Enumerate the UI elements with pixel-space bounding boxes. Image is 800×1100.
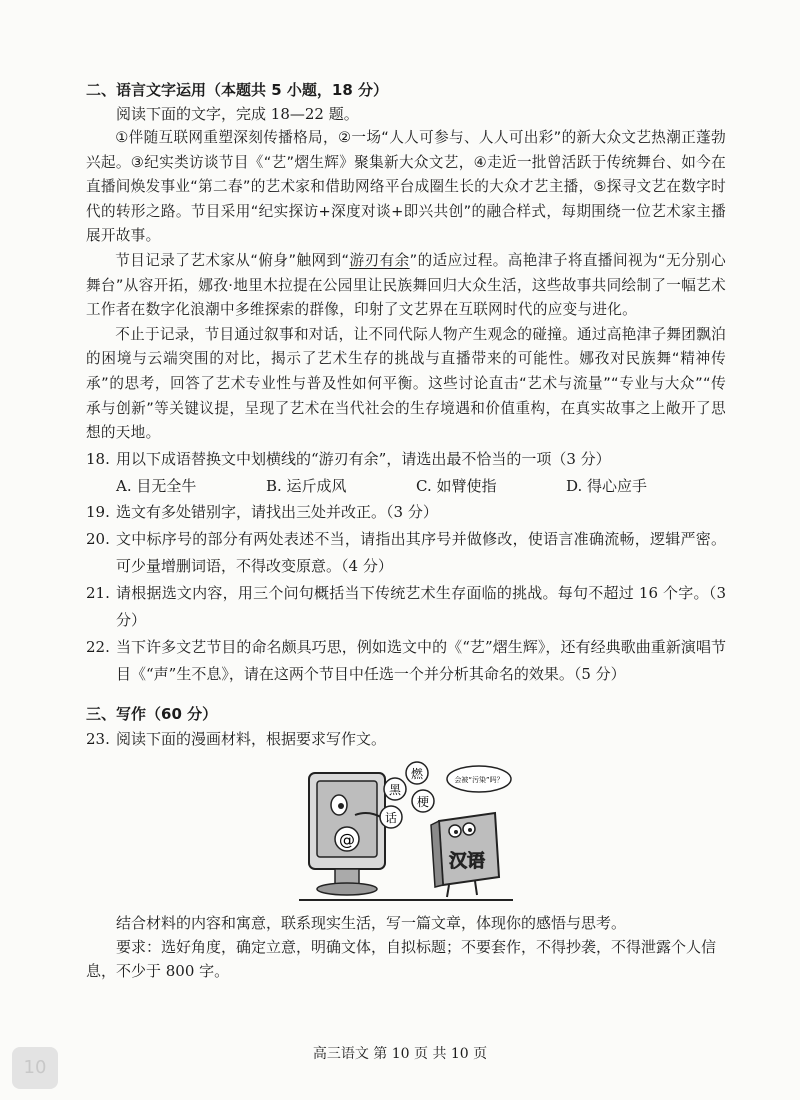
question-text: 阅读下面的漫画材料，根据要求写作文。 (116, 729, 387, 748)
passage-paragraph-3: 不止于记录，节目通过叙事和对话，让不同代际人物产生观念的碰撞。通过高艳津子舞团飘泊的困境与云端突围的对比，揭示了艺术生存的挑战与直播带来的可能性。娜孜对民族舞“精神传承”的思考，回答了艺术专业性与普及性如何平衡。这些讨论直击“艺术与流量”“专业与大众”“传承与创新”等关键议提，呈现了艺术在当代社会的生存境遇和价值重构，在真实故事之上敞开了思想的天地。 (86, 325, 726, 442)
question-number: 22. (86, 637, 110, 656)
question-18-options (86, 473, 726, 499)
comic-container (86, 759, 726, 901)
section-2-heading: 二、语言文字运用（本题共 5 小题，18 分） (86, 81, 388, 99)
at-symbol: @ (339, 829, 355, 849)
underlined-idiom: 游刃有余 (349, 251, 410, 269)
question-number: 21. (86, 583, 110, 602)
page-footer: 高三语文 第 10 页 共 10 页 (312, 1046, 488, 1062)
question-18 (86, 446, 726, 473)
bubble-geng: 梗 (416, 794, 430, 809)
question-23 (86, 726, 726, 753)
page-content (86, 78, 726, 983)
book-character (431, 813, 499, 897)
option-a: A. 目无全牛 (116, 476, 197, 495)
question-text: 当下许多文艺节目的命名颇具巧思，例如选文中的《“艺”熠生辉》，还有经典歌曲重新演唱节目《“声”生不息》，请在这两个节目中任选一个并分析其命名的效果。（5 分） (116, 637, 726, 683)
passage-p2-before: 节目记录了艺术家从“俯身”触网到“ (115, 251, 350, 269)
question-22 (86, 634, 726, 688)
passage-p2-after: ”的适应过程。高艳津子将直播间视为“无分别心舞台”从容开拓，娜孜·地里木拉提在公园里让民族舞回归大众生活，这些故事共同绘制了一幅艺术工作者在数字化浪潮中多维探索的群像，印射了文艺界在互联网时代的应变与进化。 (86, 251, 726, 319)
passage-paragraph-2 (86, 249, 726, 323)
writing-requirements: 要求：选好角度，确定立意，明确文体，自拟标题；不要套作，不得抄袭，不得泄露个人信息，不少于 800 字。 (86, 937, 717, 980)
option-b: B. 运斤成风 (266, 476, 347, 495)
section-2-instruction: 阅读下面的文字，完成 18—22 题。 (116, 105, 359, 123)
question-number: 23. (86, 729, 110, 748)
question-21 (86, 580, 726, 634)
question-number: 19. (86, 502, 110, 521)
bubble-ran: 燃 (410, 766, 424, 781)
question-text: 用以下成语替换文中划横线的“游刃有余”，请选出最不恰当的一项（3 分） (116, 449, 611, 468)
bubble-hei: 黑 (388, 782, 402, 797)
monitor-character (309, 773, 387, 895)
book-title: 汉语 (449, 850, 485, 872)
question-text: 文中标序号的部分有两处表述不当，请指出其序号并做修改，使语言准确流畅，逻辑严密。可少量增删词语，不得改变原意。（4 分） (116, 529, 726, 575)
comic-illustration (299, 759, 513, 901)
passage-paragraph-1: ①伴随互联网重塑深刻传播格局，②一场“人人可参与、人人可出彩”的新大众文艺热潮正蓬勃兴起。③纪实类访谈节目《“艺”熠生辉》聚集新大众文艺，④走近一批曾活跃于传统舞台、如今在直播间焕发事业“第二春”的艺术家和借助网络平台成圈生长的大众才艺主播，⑤探寻文艺在数字时代的转形之路。节目采用“纪实探访+深度对谈+即兴共创”的融合样式，每期围绕一位艺术家主播展开故事。 (86, 129, 726, 245)
option-c: C. 如臂使指 (416, 476, 497, 495)
bubble-hua: 话 (384, 810, 398, 825)
option-d: D. 得心应手 (566, 476, 648, 495)
comic-drawing (299, 759, 513, 899)
section-3-heading: 三、写作（60 分） (86, 704, 218, 723)
page-badge: 10 (12, 1047, 58, 1089)
question-text: 请根据选文内容，用三个问句概括当下传统艺术生存面临的挑战。每句不超过 16 个字。（3 分） (116, 583, 726, 629)
question-19 (86, 499, 726, 526)
question-number: 18. (86, 449, 110, 468)
reading-passage (86, 126, 726, 446)
question-text: 选文有多处错别字，请找出三处并改正。（3 分） (116, 502, 438, 521)
question-number: 20. (86, 529, 110, 548)
spacer (86, 688, 726, 702)
writing-task: 结合材料的内容和寓意，联系现实生活，写一篇文章，体现你的感悟与思考。 (116, 913, 627, 932)
bubble-question: 会被“污染”吗？ (454, 775, 504, 784)
question-20 (86, 526, 726, 580)
